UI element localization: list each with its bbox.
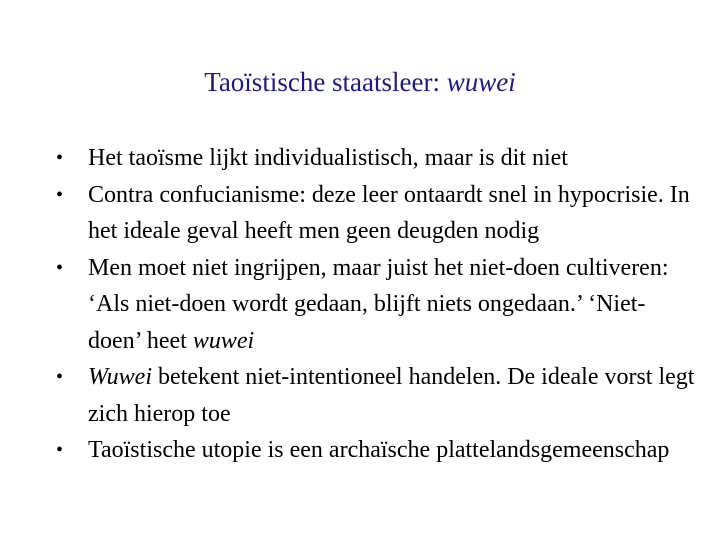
bullet-item-4 [56,359,696,432]
bullet-item-3 [56,250,696,360]
bullet-item-5 [56,432,696,469]
bullet-marker: • [56,439,64,461]
slide-title [0,64,720,100]
bullet-text: Taoïstische utopie is een archaïsche plattelandsgemeenschap [88,437,670,463]
bullet-marker: • [56,366,64,388]
bullet-text: Men moet niet ingrijpen, maar juist het niet-doen cultiveren: ‘Als niet-doen wordt gedaan, blijft niets ongedaan.’ ‘Niet-doen’ heet [88,254,669,354]
bullet-list [56,140,696,469]
bullet-text: betekent niet-intentioneel handelen. De ideale vorst legt zich hierop toe [88,364,695,427]
bullet-item-2 [56,177,696,250]
bullet-text: Het taoïsme lijkt individualistisch, maar is dit niet [88,145,568,171]
bullet-text-italic: wuwei [192,327,255,354]
bullet-marker: • [56,147,64,169]
bullet-text: Contra confucianisme: deze leer ontaardt snel in hypocrisie. In het ideale geval heeft men geen deugden nodig [88,181,690,244]
slide-title-prefix: Taoïstische staatsleer: [204,67,447,97]
bullet-text-italic: Wuwei [88,364,152,390]
bullet-marker: • [56,256,64,279]
slide-title-emphasis: wuwei [446,67,516,97]
bullet-marker: • [56,183,64,206]
bullet-item-1 [56,140,696,177]
